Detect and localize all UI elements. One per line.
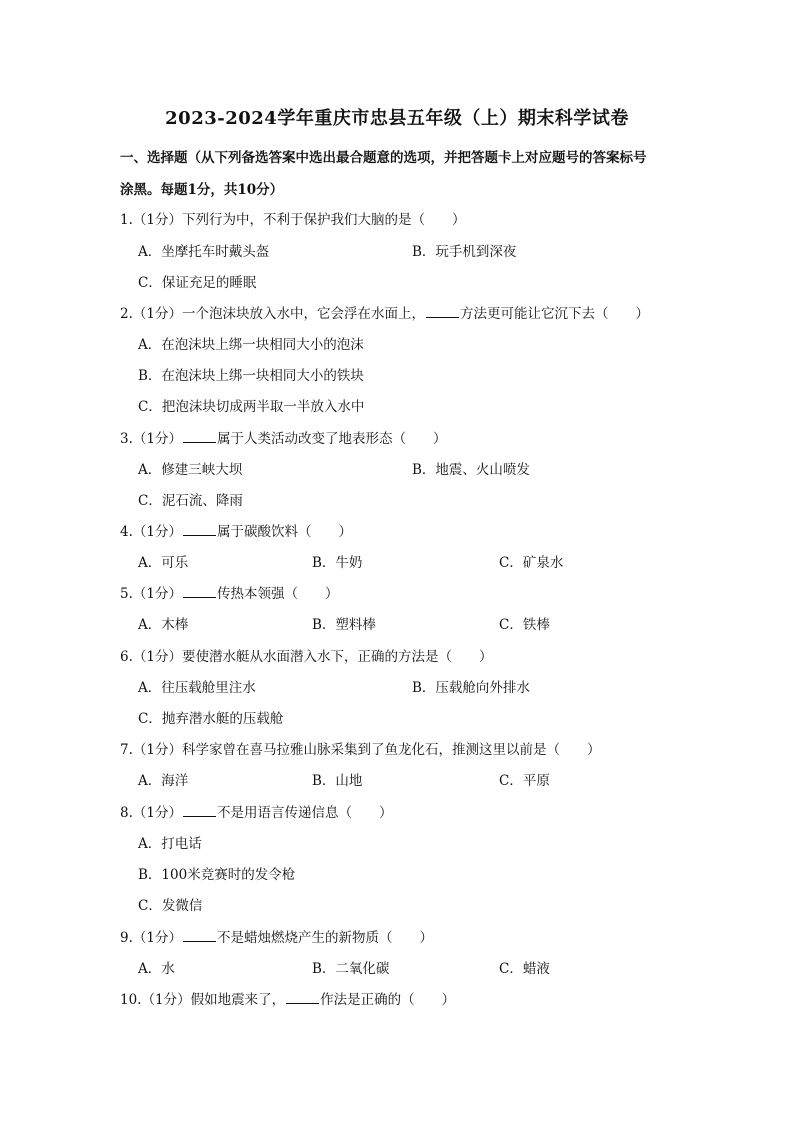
q7-option-c[interactable]: C．平原 (499, 773, 550, 789)
question-text-after: 方法更可能让它沉下去（ ） (459, 306, 649, 322)
q5-option-b[interactable]: B．塑料棒 (312, 617, 376, 633)
question-number: 9. (120, 930, 133, 946)
question-number: 4. (120, 524, 133, 540)
question-10 (120, 988, 455, 1008)
question-number: 1. (120, 212, 133, 228)
answer-blank[interactable] (183, 929, 216, 942)
q6-option-a[interactable]: A．往压载舱里注水 (138, 680, 256, 696)
question-text-after: 传热本领强（ ） (216, 586, 339, 602)
q7-option-a[interactable]: A．海洋 (138, 773, 189, 789)
q6-option-b[interactable]: B．压载舱向外排水 (412, 680, 530, 696)
question-text-after: 不是用语言传递信息（ ） (216, 805, 393, 821)
answer-blank[interactable] (286, 991, 319, 1004)
question-9 (120, 926, 433, 946)
q9-option-c[interactable]: C．蜡液 (499, 961, 550, 977)
q3-option-a[interactable]: A．修建三峡大坝 (138, 462, 243, 478)
question-number: 6. (120, 649, 133, 665)
q1-option-a[interactable]: A．坐摩托车时戴头盔 (138, 244, 270, 260)
q2-option-a[interactable]: A．在泡沫块上绑一块相同大小的泡沫 (138, 337, 364, 353)
question-text: （1分）要使潜水艇从水面潜入水下，正确的方法是（ ） (132, 649, 493, 665)
question-text-after: 不是蜡烛燃烧产生的新物质（ ） (216, 930, 433, 946)
question-text: （1分）下列行为中，不利于保护我们大脑的是（ ） (132, 212, 466, 228)
q4-option-a[interactable]: A．可乐 (138, 555, 189, 571)
q8-option-a[interactable]: A．打电话 (138, 836, 202, 852)
question-8 (120, 801, 392, 821)
q2-option-c[interactable]: C．把泡沫块切成两半取一半放入水中 (138, 399, 365, 415)
q9-option-a[interactable]: A．水 (138, 961, 175, 977)
question-text: （1分）一个泡沫块放入水中，它会浮在水面上， (132, 306, 425, 322)
question-number: 3. (120, 431, 133, 447)
question-text: （1分） (132, 805, 182, 821)
question-text: （1分） (132, 930, 182, 946)
question-text: （1分）科学家曾在喜马拉雅山脉采集到了鱼龙化石，推测这里以前是（ ） (132, 742, 601, 758)
q9-option-b[interactable]: B．二氧化碳 (312, 961, 390, 977)
question-4 (120, 520, 352, 540)
question-7 (120, 738, 600, 758)
question-6 (120, 645, 492, 665)
q1-option-c[interactable]: C．保证充足的睡眠 (138, 275, 257, 291)
q2-option-b[interactable]: B．在泡沫块上绑一块相同大小的铁块 (138, 368, 364, 384)
q3-option-b[interactable]: B．地震、火山喷发 (412, 462, 530, 478)
question-1 (120, 208, 465, 228)
q3-option-c[interactable]: C．泥石流、降雨 (138, 493, 243, 509)
question-3 (120, 427, 446, 447)
question-5 (120, 582, 338, 602)
answer-blank[interactable] (183, 585, 216, 598)
question-number: 7. (120, 742, 133, 758)
question-text-after: 作法是正确的（ ） (320, 992, 456, 1008)
exam-title: 2023-2024学年重庆市忠县五年级（上）期末科学试卷 (165, 108, 629, 129)
question-number: 5. (120, 586, 133, 602)
question-text: （1分）假如地震来了， (141, 992, 286, 1008)
q5-option-a[interactable]: A．木棒 (138, 617, 189, 633)
q6-option-c[interactable]: C．抛弃潜水艇的压载舱 (138, 711, 284, 727)
question-text-after: 属于人类活动改变了地表形态（ ） (216, 431, 447, 447)
question-2 (120, 302, 649, 322)
question-text: （1分） (132, 524, 182, 540)
q5-option-c[interactable]: C．铁棒 (499, 617, 550, 633)
section-heading-line1: 一、选择题（从下列备选答案中选出最合题意的选项，并把答题卡上对应题号的答案标号 (120, 150, 647, 166)
q4-option-c[interactable]: C．矿泉水 (499, 555, 564, 571)
answer-blank[interactable] (426, 305, 459, 318)
q8-option-b[interactable]: B．100米竞赛时的发令枪 (138, 867, 296, 883)
section-heading-line2: 涂黑。每题1分，共10分） (120, 182, 284, 198)
answer-blank[interactable] (183, 523, 216, 536)
question-number: 2. (120, 306, 133, 322)
question-text: （1分） (132, 431, 182, 447)
answer-blank[interactable] (183, 804, 216, 817)
question-number: 8. (120, 805, 133, 821)
q7-option-b[interactable]: B．山地 (312, 773, 363, 789)
question-number: 10. (120, 992, 142, 1008)
question-text-after: 属于碳酸饮料（ ） (216, 524, 352, 540)
question-text: （1分） (132, 586, 182, 602)
q4-option-b[interactable]: B．牛奶 (312, 555, 363, 571)
answer-blank[interactable] (183, 430, 216, 443)
q8-option-c[interactable]: C．发微信 (138, 898, 203, 914)
q1-option-b[interactable]: B．玩手机到深夜 (412, 244, 517, 260)
